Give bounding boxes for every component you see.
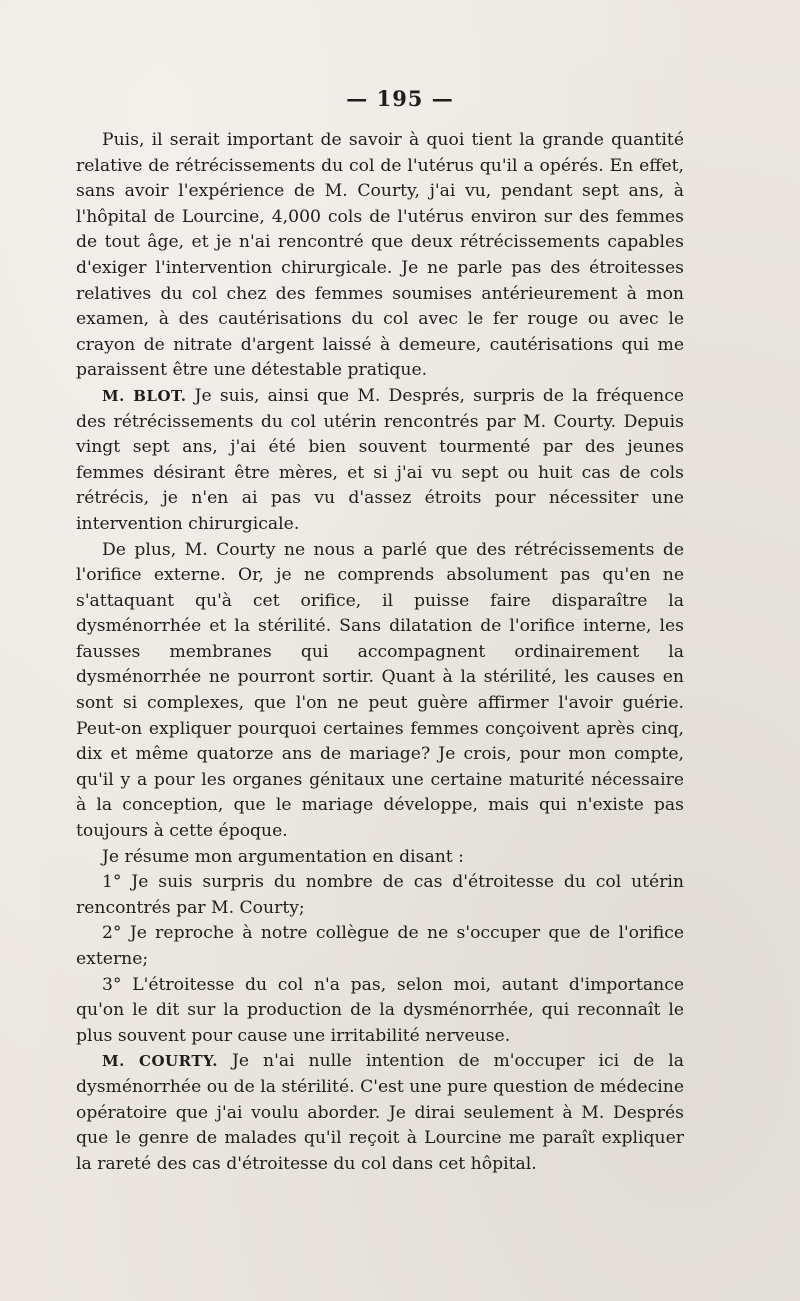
paragraph [76,538,684,845]
paragraph [76,128,684,384]
paragraph-text: Je n'ai nulle intention de m'occuper ici de la dysménorrhée ou de la stérilité. C'est une pure question de médecine opératoire que j'ai voulu aborder. Je dirai seulement à M. Després que le genre de malades qu'il reçoit à Lourcine me paraît expliquer la rareté des cas d'étroitesse du col dans cet hôpital. [76,1051,685,1174]
list-item [76,973,684,1050]
paragraph-text: Je suis, ainsi que M. Després, surpris de la fréquence des rétrécissements du col utérin rencontrés par M. Courty. Depuis vingt sept ans, j'ai été bien souvent tourmenté par des jeunes femmes désirant être mères, et si j'ai vu sept ou huit cas de cols rétrécis, je n'en ai pas vu d'assez étroits pour nécessiter une intervention chirurgicale. [76,385,684,534]
paragraph-text: Puis, il serait important de savoir à quoi tient la grande quantité relative de rétrécissements du col de l'utérus qu'il a opérés. En effet, sans avoir l'expérience de M. Courty, j'ai vu, pendant sept ans, à l'hôpital de Lourcine, 4,000 cols de l'utérus environ sur des femmes de tout âge, et je n'ai rencontré que deux rétrécissements capables d'exiger l'intervention chirurgicale. Je ne parle pas des étroitesses relatives du col chez des femmes soumises antérieurement à mon examen, à des cautérisations du col avec le fer rouge ou avec le crayon de nitrate d'argent laissé à demeure, cautérisations qui me paraissent être une détestable pratique. [76,130,684,381]
list-item [76,870,684,921]
paragraph [76,384,684,538]
paragraph [76,845,684,871]
paragraph-text: 3° L'étroitesse du col n'a pas, selon moi, autant d'importance qu'on le dit sur la production de la dysménorrhée, qui reconnaît le plus souvent pour cause une irritabilité nerveuse. [76,974,684,1046]
page-number: — 195 — [346,86,454,111]
paragraph [76,1049,684,1177]
body-text [76,128,684,1177]
list-item [76,921,684,972]
paragraph-text: Je résume mon argumentation en disant : [102,846,464,867]
paragraph-text: 1° Je suis surpris du nombre de cas d'étroitesse du col utérin rencontrés par M. Courty; [76,872,684,918]
paragraph-text: 2° Je reproche à notre collègue de ne s'occuper que de l'orifice externe; [76,923,684,969]
paragraph-text: De plus, M. Courty ne nous a parlé que des rétrécissements de l'orifice externe. Or, je ne comprends absolument pas qu'en ne s'attaquant qu'à cet orifice, il puisse faire disparaître la dysménorrhée et la stérilité. Sans dilatation de l'orifice interne, les fausses membranes qui accompagnent ordinairement la dysménorrhée ne pourront sortir. Quant à la stérilité, les causes en sont si complexes, que l'on ne peut guère affirmer l'avoir guérie. Peut-on expliquer pourquoi certaines femmes conçoivent après cinq, dix et même quatorze ans de mariage? Je crois, pour mon compte, qu'il y a pour les organes génitaux une certaine maturité nécessaire à la conception, que le mariage développe, mais qui n'existe pas toujours à cette époque. [76,539,684,842]
speaker-label: M. COURTY. [102,1052,219,1071]
speaker-label: M. BLOT. [102,386,187,405]
